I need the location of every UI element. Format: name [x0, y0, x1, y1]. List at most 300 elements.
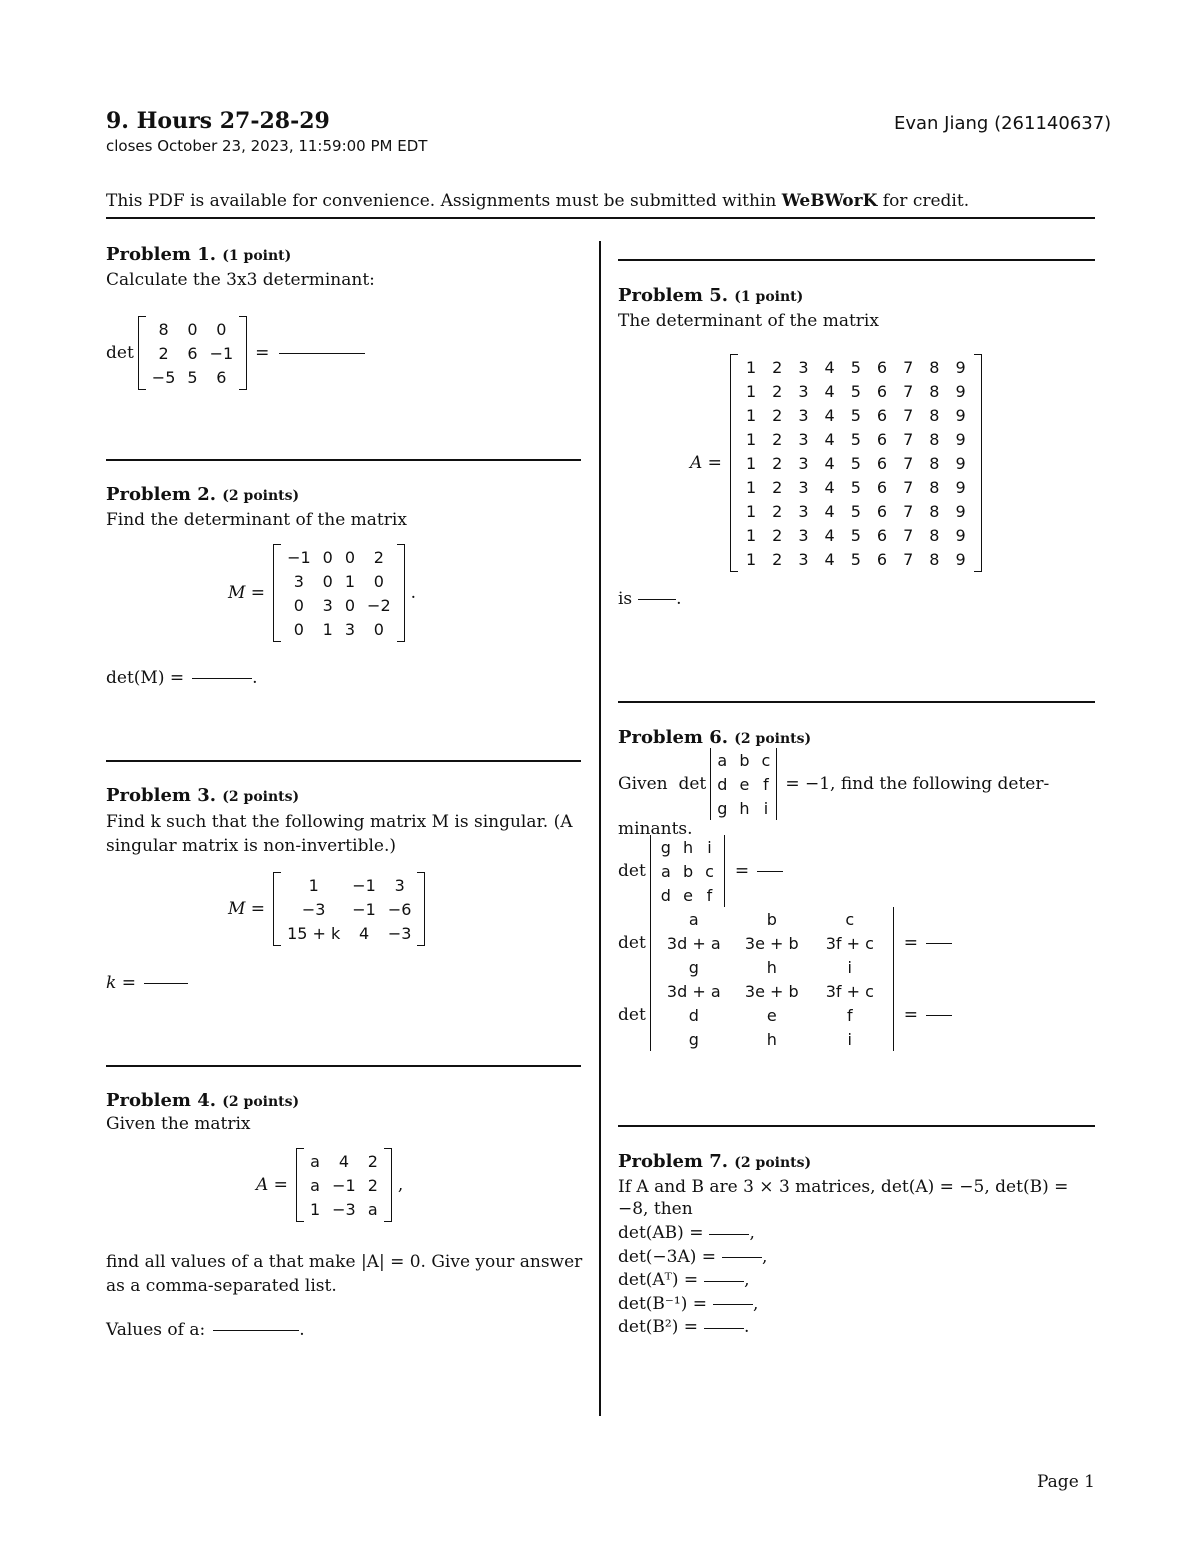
p6-det2 [618, 907, 952, 979]
p6-det1-label: det [618, 861, 646, 881]
p1-cell: −1 [209, 343, 234, 363]
p6-cell: f [846, 1005, 853, 1025]
p7-title [618, 1151, 811, 1172]
p6-cell: 3d + a [666, 933, 721, 953]
p3-bracket-left [273, 872, 281, 946]
p5-cell: 5 [850, 429, 861, 449]
p1-bracket-left [138, 316, 146, 390]
p5-row [738, 499, 974, 523]
p4-cell: a [367, 1199, 378, 1219]
p5-cell: 7 [903, 381, 914, 401]
p5-cell: 9 [955, 525, 966, 545]
p6-det1 [618, 835, 783, 907]
p5-cell: 6 [876, 501, 888, 521]
p5-cell: 2 [772, 357, 783, 377]
p6-cell: c [705, 861, 714, 881]
notice-webwork: WeBWorK [781, 191, 878, 211]
column-divider [599, 241, 601, 1416]
p5-cell: 4 [824, 405, 835, 425]
p5-cell: 9 [955, 357, 966, 377]
p1-cell: 0 [187, 319, 198, 339]
p1-equation [106, 316, 365, 390]
p5-cell: 1 [745, 501, 757, 521]
p2-period: . [410, 583, 417, 603]
p6-cell: h [766, 957, 777, 977]
p5-cell: 2 [772, 477, 783, 497]
p4-cell: a [310, 1151, 320, 1171]
p5-cell: 5 [850, 525, 861, 545]
p5-cell: 2 [772, 549, 783, 569]
p4-answer-dot: . [299, 1320, 305, 1340]
p7-dot: . [744, 1317, 750, 1337]
p5-cell: 4 [824, 501, 835, 521]
p6-cell: g [688, 1029, 699, 1049]
p6-det2-blank[interactable] [926, 942, 952, 944]
p5-cell: 3 [798, 429, 809, 449]
p5-cell: 4 [824, 549, 835, 569]
p6-cell: e [739, 774, 750, 794]
p4-cell: −1 [332, 1175, 356, 1195]
p5-cell: 1 [745, 429, 757, 449]
p4-text: Given the matrix [106, 1114, 251, 1134]
p6-cell: d [717, 774, 728, 794]
p4-equation [256, 1148, 403, 1222]
p5-cell: 6 [876, 549, 888, 569]
p3-label: Problem 3. [106, 785, 217, 806]
p5-cell: 9 [955, 549, 966, 569]
p5-cell: 8 [929, 477, 940, 497]
p2-label: Problem 2. [106, 484, 217, 505]
p7-line [618, 1293, 767, 1317]
p4-cell: −3 [332, 1199, 356, 1219]
p5-cell: 1 [745, 357, 757, 377]
p7-blank[interactable] [713, 1303, 753, 1305]
p3-cell: 4 [358, 923, 370, 943]
p2-cell: 1 [344, 571, 356, 591]
p5-cell: 1 [745, 525, 757, 545]
p6-cell: i [707, 837, 712, 857]
p4-cell: 1 [309, 1199, 321, 1219]
p1-cell: 0 [216, 319, 227, 339]
p7-blank[interactable] [704, 1327, 744, 1329]
p6-det2-matrix [655, 907, 889, 979]
p2-cell: 0 [344, 595, 356, 615]
p2-title [106, 484, 299, 505]
p5-cell: 3 [798, 453, 809, 473]
p5-row [738, 523, 974, 547]
p7-comma: , [752, 1293, 759, 1314]
p4-cell: 2 [367, 1175, 378, 1195]
p6-given-rhs: = −1, find the following deter- [785, 774, 1050, 794]
p6-det3-label: det [618, 1005, 646, 1025]
p3-points: (2 points) [222, 789, 300, 805]
p5-row [738, 403, 974, 427]
p5-cell: 7 [903, 501, 914, 521]
p6-cell: 3f + c [825, 981, 874, 1001]
p7-comma: , [749, 1223, 755, 1243]
p5-points: (1 point) [734, 289, 804, 305]
p5-equation [690, 354, 982, 572]
p5-row [738, 547, 974, 571]
p6-cell: 3e + b [744, 933, 799, 953]
p6-cell: g [660, 837, 671, 857]
p4-answer-blank[interactable] [213, 1329, 299, 1331]
p5-cell: 7 [903, 549, 914, 569]
p5-cell: 4 [824, 357, 835, 377]
p6-det1-matrix [655, 835, 720, 907]
p5-cell: 8 [929, 453, 940, 473]
p3-equation [228, 872, 425, 946]
p3-answer-label: k = [106, 973, 136, 993]
p2-answer-dot: . [252, 668, 258, 688]
p6-cell: a [660, 861, 671, 881]
p5-cell: 6 [876, 453, 888, 473]
p1-rule [106, 459, 581, 461]
p5-cell: 1 [745, 405, 757, 425]
p1-cell: −5 [151, 367, 176, 387]
p5-cell: 6 [876, 357, 888, 377]
p1-cell: 2 [158, 343, 169, 363]
p6-cell: c [845, 909, 855, 929]
p6-label: Problem 6. [618, 727, 729, 748]
p6-det1-bar-right [720, 835, 725, 907]
p2-cell: 0 [293, 595, 304, 615]
p5-cell: 7 [903, 525, 914, 545]
p3-answer [106, 973, 188, 993]
p5-row [738, 427, 974, 451]
p5-cell: 3 [798, 357, 809, 377]
p6-given-label: Given det [618, 774, 707, 794]
p5-cell: 5 [850, 477, 861, 497]
p1-points: (1 point) [222, 248, 292, 264]
p5-cell: 2 [772, 501, 783, 521]
p2-cell: 0 [322, 571, 333, 591]
p3-answer-blank[interactable] [144, 982, 188, 984]
p5-cell: 8 [929, 549, 940, 569]
p5-cell: 8 [929, 357, 940, 377]
p2-cell: 2 [373, 547, 384, 567]
p4-answer-label: Values of a: [106, 1320, 206, 1340]
p5-cell: 5 [850, 405, 861, 425]
p5-cell: 7 [903, 477, 914, 497]
p7-label: Problem 7. [618, 1151, 729, 1172]
p6-cell: h [766, 1029, 777, 1049]
p2-text: Find the determinant of the matrix [106, 510, 407, 530]
p6-cell: 3d + a [666, 981, 721, 1001]
p7-line [618, 1316, 767, 1340]
p1-cell: 6 [187, 343, 198, 363]
p2-cell: 0 [344, 547, 356, 567]
p4-cell: 2 [367, 1151, 378, 1171]
p7-lines [618, 1222, 767, 1340]
p5-cell: 8 [929, 501, 940, 521]
p6-det3-bar-right [889, 979, 894, 1051]
p7-line [618, 1269, 767, 1293]
p6-given-matrix [711, 748, 776, 820]
p7-blank[interactable] [722, 1256, 762, 1258]
p6-given-bar-right [776, 748, 777, 820]
p5-cell: 2 [772, 381, 783, 401]
p6-det3-matrix [655, 979, 889, 1051]
p2-cell: 0 [373, 619, 384, 639]
p7-blank[interactable] [704, 1280, 744, 1282]
p6-cell: i [847, 957, 852, 977]
p6-rule [618, 1125, 1095, 1127]
p2-cell: 3 [293, 571, 304, 591]
p5-cell: 4 [824, 477, 835, 497]
p7-blank[interactable] [709, 1233, 749, 1235]
p5-cell: 1 [745, 549, 757, 569]
p3-bracket-right [417, 872, 425, 946]
p3-lhs: M = [228, 899, 266, 919]
p6-cell: i [763, 798, 769, 818]
p7-line-label: det(AB) = [618, 1223, 704, 1243]
p3-cell: −3 [301, 899, 326, 919]
p6-cell: e [683, 885, 693, 905]
p5-cell: 6 [876, 477, 888, 497]
p5-cell: 4 [824, 453, 835, 473]
p2-matrix [281, 545, 397, 641]
p5-bracket-right [974, 354, 982, 572]
p4-cell: 4 [338, 1151, 350, 1171]
p4-bracket-left [296, 1148, 304, 1222]
p5-answer-label: is [618, 589, 633, 609]
p7-text: If A and B are 3 × 3 matrices, det(A) = −5, det(B) = −8, then [618, 1177, 1069, 1219]
p5-cell: 6 [876, 525, 888, 545]
p5-cell: 4 [824, 381, 835, 401]
p3-cell: 3 [394, 875, 405, 895]
p7-points: (2 points) [734, 1155, 812, 1171]
p7-line-label: det(−3A) = [618, 1246, 717, 1267]
p4-cell: a [310, 1175, 320, 1195]
p5-cell: 5 [850, 453, 861, 473]
p2-cell: −1 [287, 547, 311, 567]
p2-cell: 0 [373, 571, 384, 591]
p6-cell: b [766, 909, 777, 929]
p4-bracket-right [384, 1148, 392, 1222]
p1-equals: = [255, 343, 270, 363]
p6-cell: i [847, 1029, 852, 1049]
p5-cell: 2 [772, 453, 783, 473]
p3-matrix [281, 873, 417, 945]
p5-cell: 9 [955, 477, 966, 497]
p5-cell: 3 [798, 477, 809, 497]
p5-cell: 2 [772, 525, 783, 545]
p5-cell: 8 [929, 405, 940, 425]
p5-cell: 9 [955, 501, 966, 521]
p6-points: (2 points) [734, 731, 812, 747]
p4-answer [106, 1320, 305, 1340]
p1-cell: 8 [158, 319, 169, 339]
p2-bracket-right [397, 544, 405, 642]
p5-cell: 3 [798, 405, 809, 425]
p5-cell: 8 [929, 381, 940, 401]
header-rule [106, 217, 1095, 219]
p2-cell: 3 [344, 619, 356, 639]
p5-answer-blank[interactable] [638, 598, 676, 600]
p1-det: det [106, 343, 134, 363]
p5-rule [618, 701, 1095, 703]
p7-line-label: det(B²) = [618, 1317, 698, 1337]
p6-title [618, 727, 811, 748]
p5-cell: 6 [876, 381, 888, 401]
p5-cell: 5 [850, 501, 861, 521]
p4-points: (2 points) [222, 1094, 300, 1110]
p6-cell: d [688, 1005, 699, 1025]
p5-cell: 1 [745, 381, 757, 401]
p6-det2-label: det [618, 933, 646, 953]
p2-cell: −2 [367, 595, 391, 615]
p6-cell: g [717, 798, 728, 818]
p3-cell: −6 [387, 899, 412, 919]
p1-answer-blank[interactable] [279, 352, 365, 354]
p5-cell: 8 [929, 429, 940, 449]
p3-cell: 1 [308, 875, 319, 895]
p5-row [738, 475, 974, 499]
p5-answer [618, 589, 682, 609]
notice-tail: for credit. [882, 191, 970, 211]
p4-lhs: A = [256, 1175, 288, 1195]
p2-cell: 0 [293, 619, 304, 639]
p5-bracket-left [730, 354, 738, 572]
p5-cell: 9 [955, 381, 966, 401]
p5-cell: 3 [798, 501, 809, 521]
p7-line [618, 1222, 767, 1246]
p2-answer-label: det(M) = [106, 668, 185, 688]
p5-cell: 7 [903, 429, 914, 449]
p6-det2-equals: = [903, 933, 919, 953]
p6-det3-blank[interactable] [926, 1014, 952, 1016]
p6-cell: b [739, 750, 750, 770]
p6-given [618, 748, 1049, 820]
p7-line-label: det(Aᵀ) = [618, 1270, 699, 1290]
p5-cell: 5 [850, 381, 861, 401]
p5-cell: 5 [850, 549, 861, 569]
p6-cell: 3f + c [825, 933, 874, 953]
p7-comma: , [744, 1270, 750, 1290]
p2-points: (2 points) [222, 488, 300, 504]
p5-cell: 8 [929, 525, 940, 545]
p1-title [106, 244, 291, 265]
p7-comma: , [762, 1246, 768, 1267]
p5-cell: 1 [745, 477, 757, 497]
right-top-rule [618, 259, 1095, 261]
p1-cell: 6 [216, 367, 227, 387]
p6-det3-equals: = [903, 1005, 919, 1025]
p4-label: Problem 4. [106, 1090, 217, 1111]
p5-lhs: A = [690, 453, 722, 473]
p2-lhs: M = [228, 583, 266, 603]
p3-cell: −3 [387, 923, 412, 943]
p5-row [738, 355, 974, 379]
p5-cell: 9 [955, 405, 966, 425]
notice [106, 191, 969, 211]
p2-cell: 3 [322, 595, 333, 615]
p1-cell: 5 [187, 367, 198, 387]
due-date: closes October 23, 2023, 11:59:00 PM EDT [106, 137, 428, 155]
p2-cell: 0 [322, 547, 333, 567]
p5-title [618, 285, 803, 306]
p3-rule [106, 1065, 581, 1067]
p3-cell: −1 [352, 875, 376, 895]
p5-cell: 6 [876, 405, 888, 425]
p7-line [618, 1246, 767, 1270]
p5-text: The determinant of the matrix [618, 311, 879, 331]
p6-cell: e [766, 1005, 777, 1025]
p2-cell: 1 [322, 619, 333, 639]
p3-cell: 15 + k [287, 923, 341, 943]
p5-cell: 1 [745, 453, 757, 473]
p5-cell: 4 [824, 429, 835, 449]
p5-cell: 9 [955, 453, 966, 473]
p5-cell: 4 [824, 525, 835, 545]
p5-cell: 5 [850, 357, 861, 377]
p6-cell: f [763, 774, 769, 794]
p5-cell: 7 [903, 357, 914, 377]
p2-rule [106, 760, 581, 762]
p6-cell: h [682, 837, 694, 857]
p5-cell: 3 [798, 549, 809, 569]
p5-cell: 9 [955, 429, 966, 449]
p5-row [738, 379, 974, 403]
p1-bracket-right [239, 316, 247, 390]
p5-cell: 2 [772, 405, 783, 425]
p6-cell: b [682, 861, 694, 881]
p1-text: Calculate the 3x3 determinant: [106, 270, 375, 290]
p5-cell: 6 [876, 429, 888, 449]
p6-cell: g [688, 957, 699, 977]
p3-title [106, 785, 299, 806]
p5-cell: 7 [903, 405, 914, 425]
p6-det1-equals: = [734, 861, 750, 881]
p5-cell: 3 [798, 381, 809, 401]
p6-cell: a [688, 909, 699, 929]
page-title: 9. Hours 27-28-29 [106, 108, 330, 134]
p5-answer-dot: . [676, 589, 682, 609]
p1-label: Problem 1. [106, 244, 217, 265]
p4-title [106, 1090, 299, 1111]
p6-det2-bar-right [889, 907, 894, 979]
p5-cell: 7 [903, 453, 914, 473]
p2-bracket-left [273, 544, 281, 642]
p6-cell: h [739, 798, 750, 818]
p4-comma: , [397, 1175, 404, 1195]
page-number: Page 1 [1037, 1472, 1095, 1492]
p6-cell: c [761, 750, 771, 770]
p2-answer-blank[interactable] [192, 677, 252, 679]
p5-cell: 3 [798, 525, 809, 545]
p6-det3 [618, 979, 952, 1051]
p6-cell: a [717, 750, 728, 770]
student-name: Evan Jiang (261140637) [894, 113, 1112, 134]
p7-line-label: det(B⁻¹) = [618, 1293, 707, 1314]
p3-text: Find k such that the following matrix M is singular. (A singular matrix is non-invertible.) [106, 812, 573, 856]
p2-equation [228, 544, 416, 642]
p6-cell: d [660, 885, 671, 905]
p1-matrix [146, 317, 239, 389]
p5-row [738, 451, 974, 475]
p5-matrix [738, 355, 974, 571]
p4-text2: find all values of a that make |A| = 0. Give your answer as a comma-separated list. [106, 1252, 583, 1296]
p6-det1-blank[interactable] [757, 870, 783, 872]
p3-cell: −1 [352, 899, 376, 919]
p5-cell: 2 [772, 429, 783, 449]
p4-matrix [304, 1149, 384, 1221]
p6-cell: 3e + b [744, 981, 799, 1001]
notice-text: This PDF is available for convenience. Assignments must be submitted within [106, 191, 777, 211]
p2-answer [106, 668, 258, 688]
p6-given-cont: minants. [618, 819, 693, 839]
